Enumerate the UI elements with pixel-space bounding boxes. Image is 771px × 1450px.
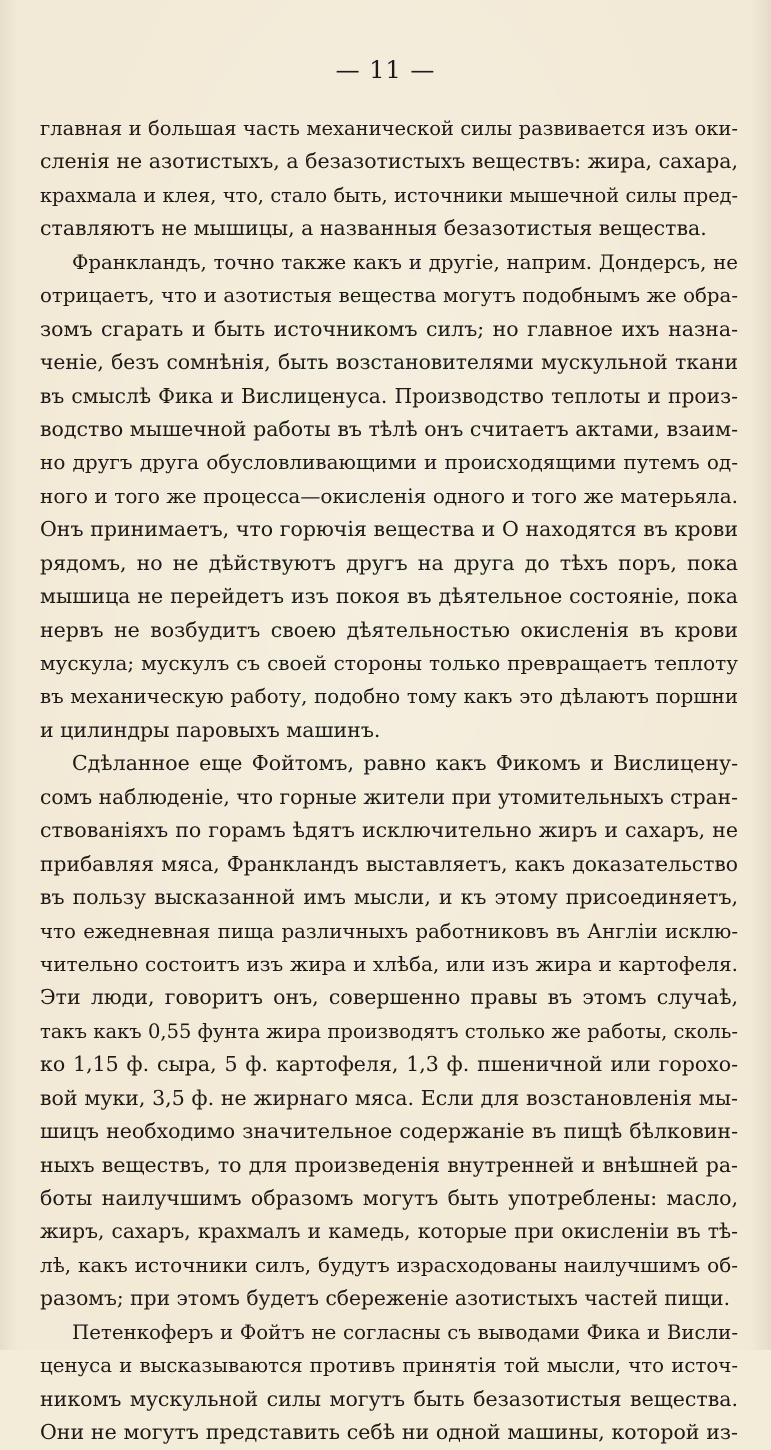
text-line: сомъ наблюденіе, что горные жители при утомительныхъ стран- — [40, 784, 738, 809]
text-line: рядомъ, но не дѣйствуютъ другъ на друга до тѣхъ поръ, пока — [40, 550, 738, 575]
text-line: ченіе, безъ сомнѣнія, быть возстановителями мускульной ткани — [40, 350, 738, 375]
text-line: и цилиндры паровыхъ машинъ. — [40, 717, 381, 742]
text-line: Они не могутъ представить себѣ ни одной машины, которой из- — [40, 1420, 738, 1445]
text-line: что ежедневная пища различныхъ работниковъ въ Англіи исклю- — [40, 919, 738, 943]
text-line: ценуса и высказываются противъ принятія той мысли, что источ- — [40, 1354, 738, 1378]
text-line: мускула; мускулъ съ своей стороны только превращаетъ теплоту — [40, 651, 738, 675]
text-line: Франкландъ, точно также какъ и другіе, наприм. Дондерсъ, не — [72, 250, 738, 274]
text-line: въ пользу высказанной имъ мысли, и къ этому присоединяетъ, — [40, 885, 738, 910]
body-text — [40, 112, 738, 1450]
text-line: прибавляя мяса, Франкландъ выставляетъ, какъ доказательство — [40, 851, 738, 876]
text-line: ствованіяхъ по горамъ ѣдятъ исключительно жиръ и сахаръ, не — [40, 818, 738, 843]
text-line: шицъ необходимо значительное содержаніе въ пищѣ бѣлковин- — [40, 1119, 738, 1144]
text-line: нервъ не возбудитъ своею дѣятельностью окисленія въ крови — [40, 617, 738, 642]
text-line: отрицаетъ, что и азотистыя вещества могутъ подобнымъ же обра- — [40, 284, 738, 308]
text-line: сленія не азотистыхъ, а безазотистыхъ веществъ: жира, сахара, — [40, 149, 738, 174]
text-line: крахмала и клея, что, стало быть, источники мышечной силы пред- — [40, 183, 738, 207]
text-line: ко 1,15 ф. сыра, 5 ф. картофеля, 1,3 ф. пшеничной или горохо- — [40, 1052, 738, 1077]
text-line: жиръ, сахаръ, крахмалъ и камедь, которые при окисленіи въ тѣ- — [40, 1219, 738, 1244]
text-line: разомъ; при этомъ будетъ сбереженіе азотистыхъ частей пищи. — [40, 1286, 731, 1311]
text-line: зомъ сгарать и быть источникомъ силъ; но главное ихъ назна- — [40, 316, 738, 341]
text-line: Эти люди, говоритъ онъ, совершенно правы въ этомъ случаѣ, — [40, 985, 738, 1010]
text-line: чительно состоитъ изъ жира и хлѣба, или изъ жира и картофеля. — [40, 951, 738, 976]
text-line: Сдѣланное еще Фойтомъ, равно какъ Фикомъ и Вислицену- — [72, 751, 738, 776]
text-line: ныхъ веществъ, то для произведенія внутренней и внѣшней ра- — [40, 1152, 738, 1177]
text-line: Онъ принимаетъ, что горючія вещества и О находятся въ крови — [40, 517, 738, 542]
text-line: Петенкоферъ и Фойтъ не согласны съ выводами Фика и Висли- — [72, 1320, 738, 1344]
text-line: боты наилучшимъ образомъ могутъ быть употреблены: масло, — [40, 1186, 738, 1210]
text-line: въ механическую работу, подобно тому какъ это дѣлаютъ поршни — [40, 685, 738, 709]
text-line: ного и того же процесса—окисленія одного и того же матерьяла. — [40, 483, 738, 508]
text-line: водство мышечной работы въ тѣлѣ онъ считаетъ актами, взаим- — [40, 416, 738, 441]
text-line: ставляютъ не мышицы, а названныя безазотистыя вещества. — [40, 216, 707, 241]
text-line: такъ какъ 0,55 фунта жира производятъ столько же работы, сколь- — [40, 1019, 738, 1043]
page-number: — 11 — — [335, 56, 436, 84]
text-line: главная и большая часть механической силы развивается изъ оки- — [40, 117, 738, 140]
text-line: но другъ друга обусловливающими и происходящими путемъ од- — [40, 450, 738, 475]
text-line: вой муки, 3,5 ф. не жирнаго мяса. Если для возстановленія мы- — [40, 1085, 738, 1110]
text-line: лѣ, какъ источники силъ, будутъ израсходованы наилучшимъ об- — [40, 1252, 738, 1277]
text-line: никомъ мускульной силы могутъ быть безазотистыя вещества. — [40, 1386, 738, 1411]
text-line: мышица не перейдетъ изъ покоя въ дѣятельное состояніе, пока — [40, 584, 738, 609]
text-line: въ смыслѣ Фика и Вислиценуса. Производство теплоты и произ- — [40, 383, 738, 408]
